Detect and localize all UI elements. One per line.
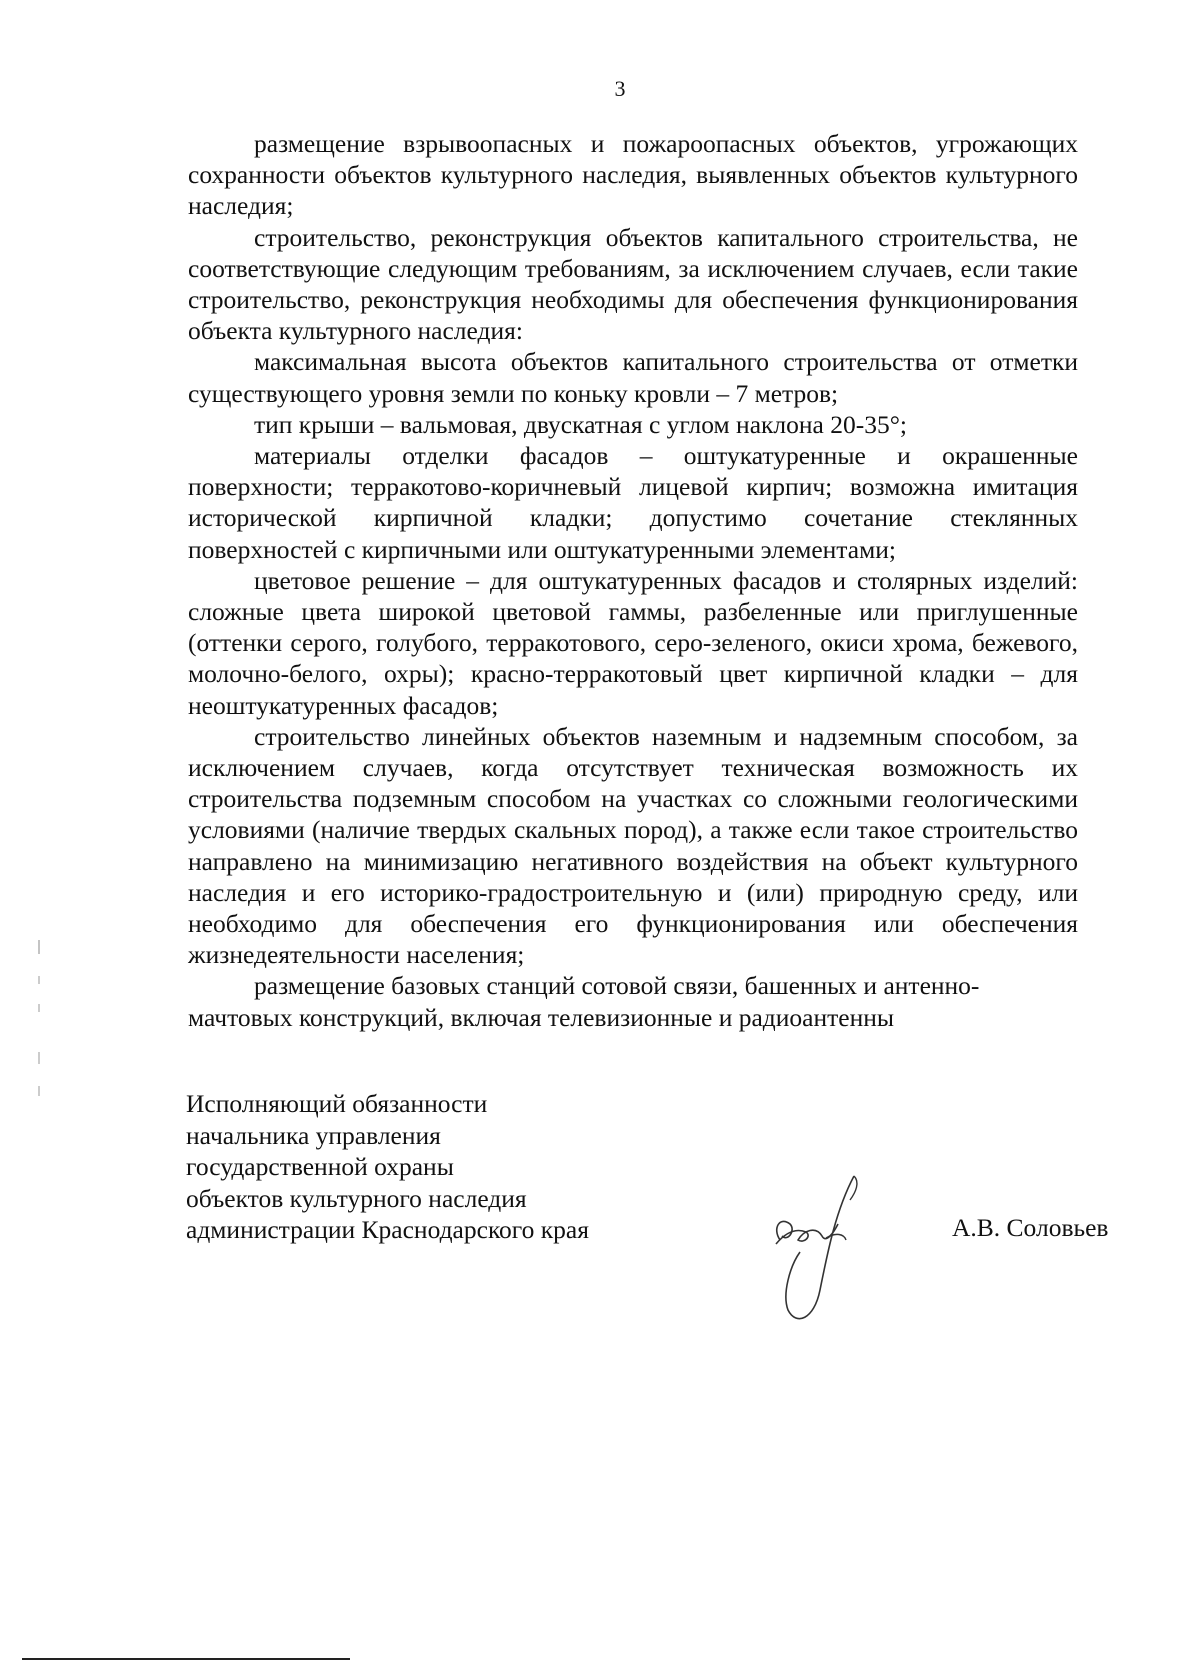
document-body [188, 128, 1078, 1033]
paragraph-linear-objects: строительство линейных объектов наземным и надземным способом, за исключением случаев, когда отсутствует техническая возможность их строительства подземным способом на участках со сложными геологическими условиями (наличие твердых скальных пород), а также если такое строительство направлено на минимизацию негативного воздействия на объект культурного наследия и его историко-градостроительную и (или) природную среду, или необходимо для обеспечения его функционирования или обеспечения жизнедеятельности населения; [188, 721, 1078, 970]
signatory-position-line: Исполняющий обязанности [186, 1089, 488, 1118]
signatory-position-line: государственной охраны [186, 1152, 454, 1182]
margin-marks [36, 940, 42, 1100]
paragraph-roof-type: тип крыши – вальмовая, двускатная с углом наклона 20-35°; [254, 409, 907, 439]
signatory-position-line: объектов культурного наследия [186, 1183, 527, 1213]
signatory-name: А.В. Соловьев [952, 1213, 1109, 1242]
paragraph-facade-materials: материалы отделки фасадов – оштукатуренные и окрашенные поверхности; терракотово-коричневый лицевой кирпич; возможна имитация исторической кирпичной кладки; допустимо сочетание стеклянных поверхностей с кирпичными или оштукатуренными элементами; [188, 441, 1078, 564]
signatory-position-line: администрации Краснодарского края [186, 1215, 589, 1245]
paragraph-base-stations: размещение базовых станций сотовой связи, башенных и антенно-мачтовых конструкций, включая телевизионные и радиоантенны [188, 971, 980, 1032]
paragraph-construction-requirements: строительство, реконструкция объектов капитального строительства, не соответствующие следующим требованиям, за исключением случаев, если такие строительство, реконструкция необходимы для обеспечения функционирования объекта культурного наследия: [188, 222, 1078, 346]
paragraph-color-scheme: цветовое решение – для оштукатуренных фасадов и столярных изделий: сложные цвета широкой цветовой гаммы, разбеленные или приглушенные (оттенки серого, голубого, терракотового, серо-зеленого, окиси хрома, бежевого, молочно-белого, охры); красно-терракотовый цвет кирпичной кладки – для неоштукатуренных фасадов; [188, 565, 1078, 720]
paragraph-max-height: максимальная высота объектов капитального строительства от отметки существующего уровня земли по коньку кровли – 7 метров; [188, 347, 1078, 408]
page-number: 3 [614, 76, 626, 101]
signatory-position-line: начальника управления [186, 1120, 441, 1150]
paragraph-explosive-objects: размещение взрывоопасных и пожароопасных объектов, угрожающих сохранности объектов культурного наследия, выявленных объектов культурного наследия; [188, 129, 1078, 221]
handwritten-signature [766, 1170, 876, 1350]
footer-rule [22, 1658, 350, 1660]
signatory-position [186, 1088, 589, 1246]
